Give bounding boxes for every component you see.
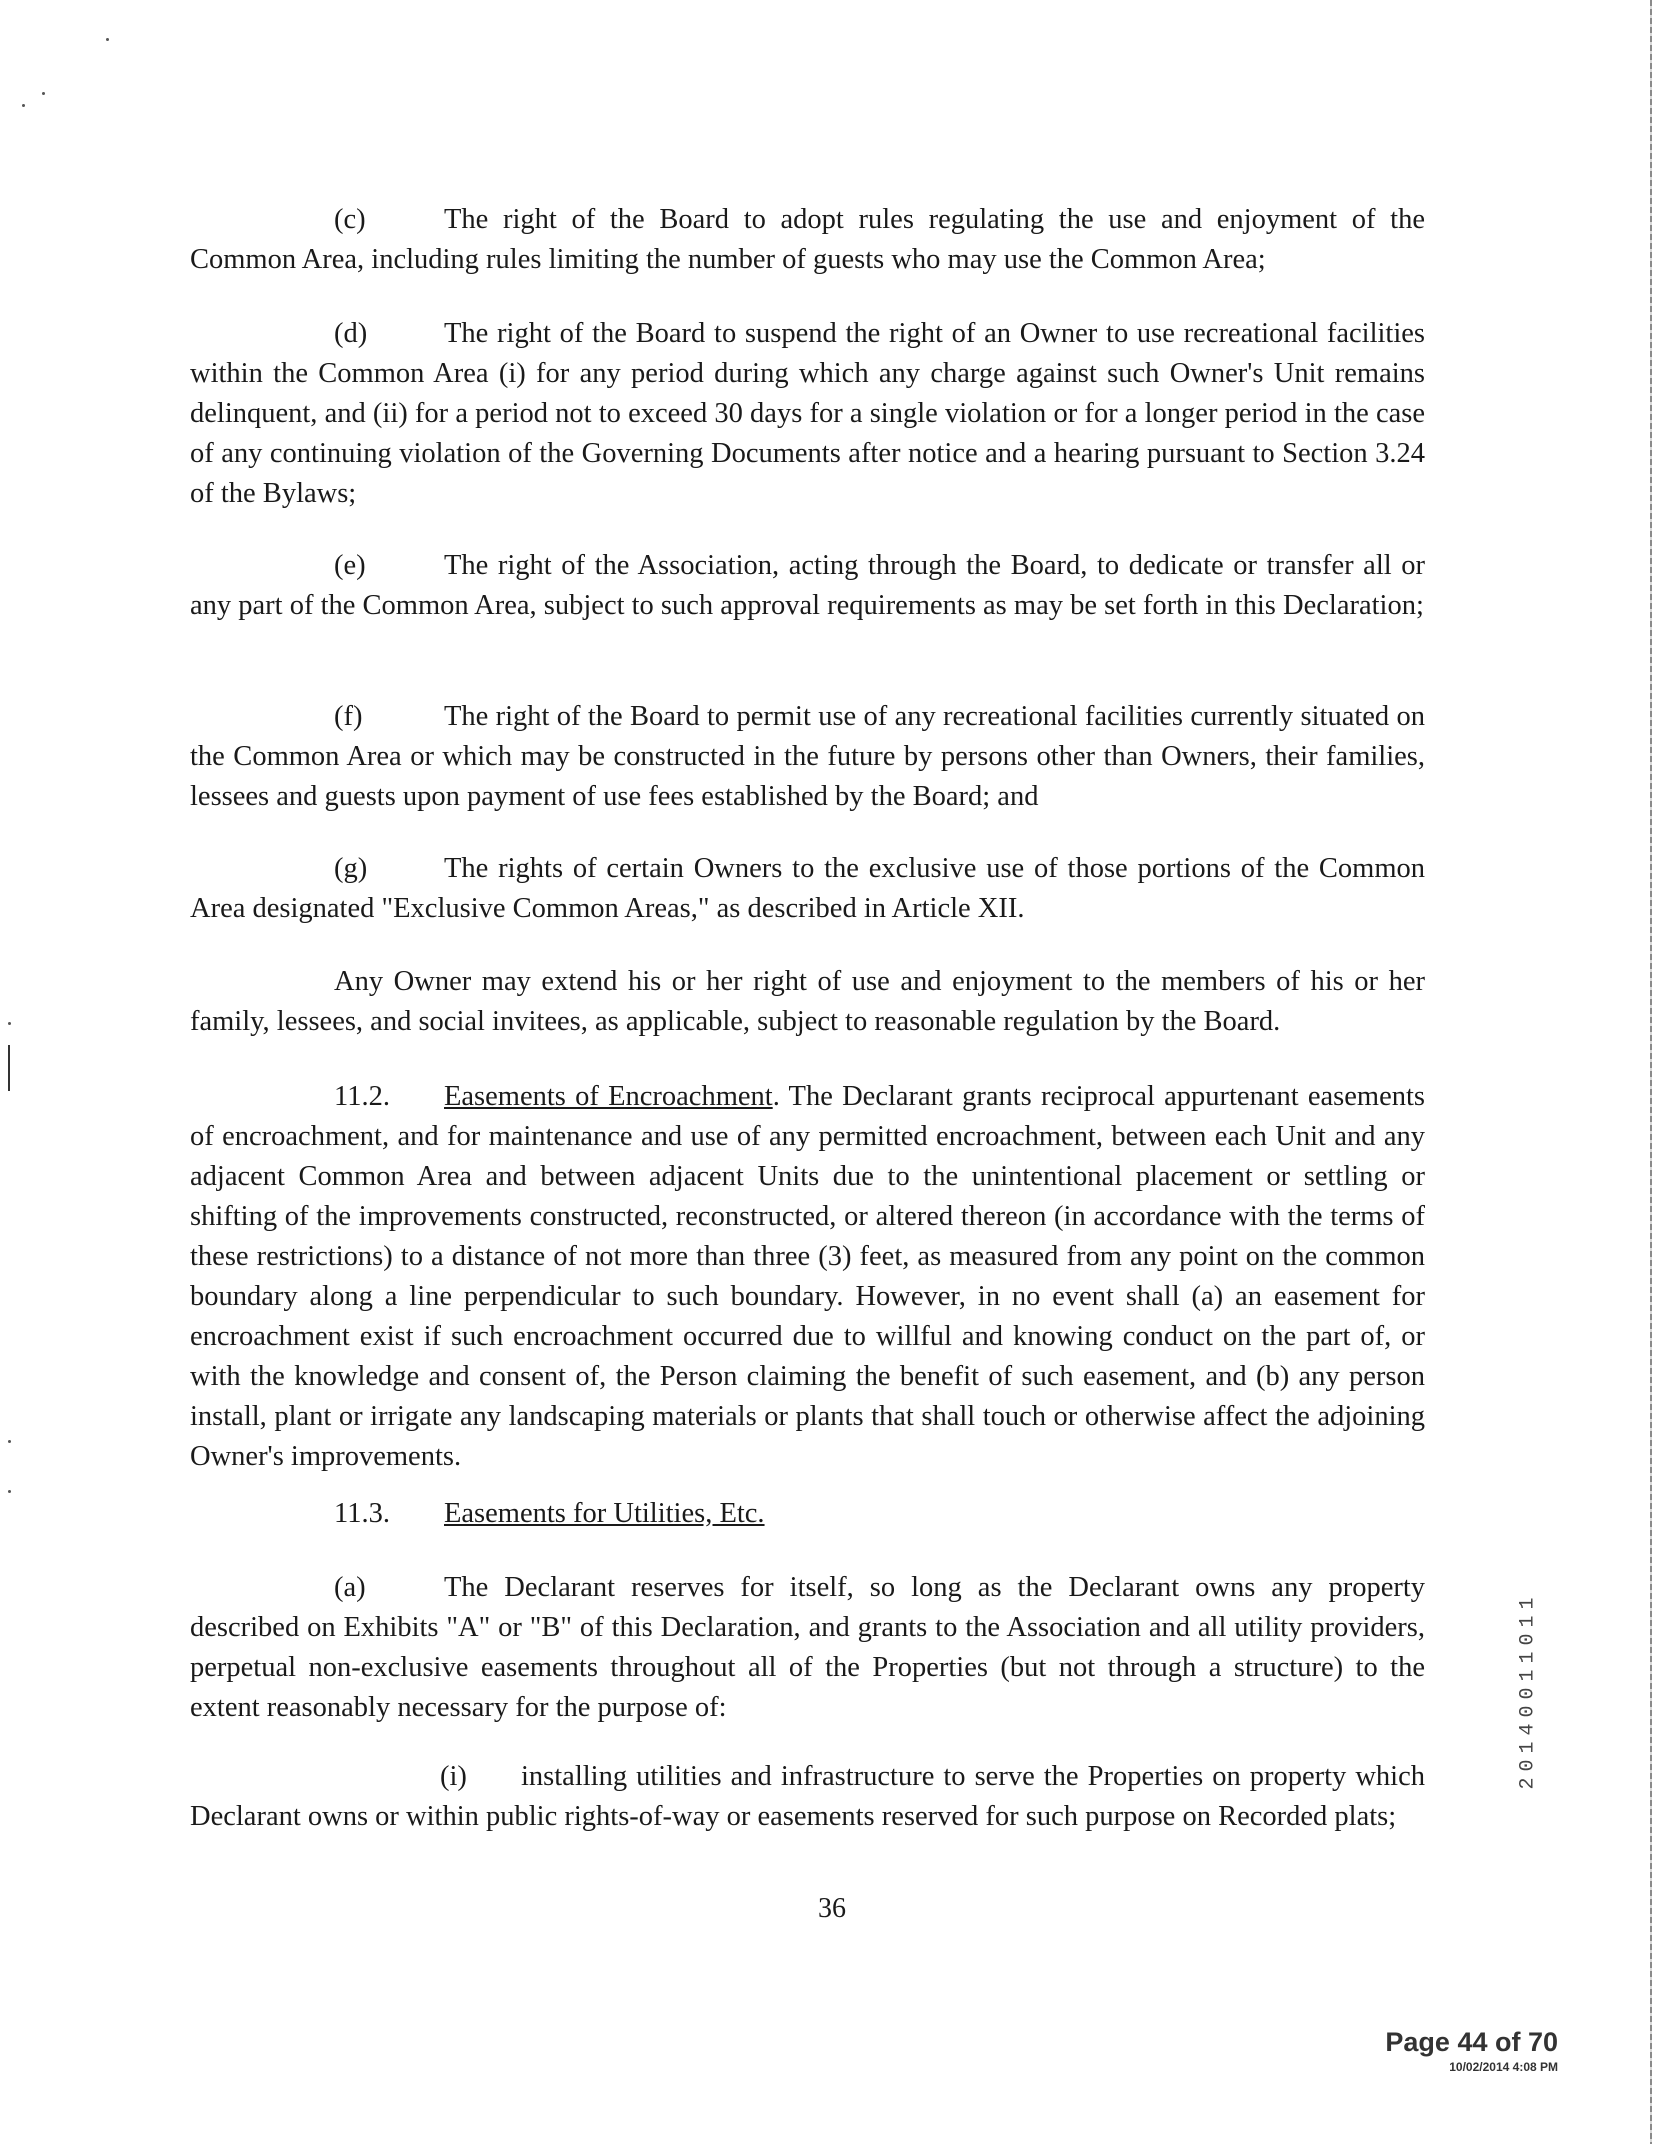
scan-speck	[8, 1022, 11, 1025]
scan-speck	[8, 1490, 11, 1493]
recording-number: 20140011011	[1516, 1590, 1540, 1790]
scan-mark	[8, 1045, 10, 1091]
paragraph-any-owner: Any Owner may extend his or her right of use and enjoyment to the members of his or her family, lessees, and social invitees, as applicable, subject to reasonable regulation by the Board.	[190, 966, 1425, 1037]
page-stamp: Page 44 of 70	[1385, 2027, 1558, 2057]
scan-edge	[1650, 0, 1652, 2144]
page-stamp-datetime: 10/02/2014 4:08 PM	[1449, 2060, 1558, 2074]
paragraph-i: (i) installing utilities and infrastructure to serve the Properties on property which Declarant owns or within public rights-of-way or easements reserved for such purpose on Recorded plats;	[190, 1761, 1425, 1832]
page-number: 36	[818, 1893, 846, 1924]
paragraph-f: (f) The right of the Board to permit use of any recreational facilities currently situated on the Common Area or which may be constructed in the future by persons other than Owners, their families, lessees and guests upon payment of use fees established by the Board; and	[190, 701, 1425, 812]
section-heading: Easements of Encroachment	[444, 1081, 773, 1112]
paragraph-g: (g) The rights of certain Owners to the exclusive use of those portions of the Common Area designated "Exclusive Common Areas," as described in Article XII.	[190, 853, 1425, 924]
paragraph-d: (d) The right of the Board to suspend the right of an Owner to use recreational facilities within the Common Area (i) for any period during which any charge against such Owner's Unit remains delinquent, and (ii) for a period not to exceed 30 days for a single violation or for a longer period in the case of any continuing violation of the Governing Documents after notice and a hearing pursuant to Section 3.24 of the Bylaws;	[190, 318, 1425, 509]
scan-speck	[106, 38, 109, 41]
section-heading: Easements for Utilities, Etc.	[444, 1498, 765, 1529]
scan-speck	[8, 1440, 11, 1443]
section-11-3: 11.3. Easements for Utilities, Etc.	[334, 1498, 765, 1529]
scan-speck	[22, 104, 25, 107]
scan-speck	[42, 92, 45, 95]
paragraph-c: (c) The right of the Board to adopt rules regulating the use and enjoyment of the Common Area, including rules limiting the number of guests who may use the Common Area;	[190, 204, 1425, 275]
paragraph-a: (a) The Declarant reserves for itself, so long as the Declarant owns any property described on Exhibits "A" or "B" of this Declaration, and grants to the Association and all utility providers, perpetual non-exclusive easements throughout all of the Properties (but not through a structure) to the extent reasonably necessary for the purpose of:	[190, 1572, 1425, 1723]
section-11-2: 11.2. Easements of Encroachment. The Declarant grants reciprocal appurtenant easements of encroachment, and for maintenance and use of any permitted encroachment, between each Unit and any adjacent Common Area and between adjacent Units due to the unintentional placement or settling or shifting of the improvements constructed, reconstructed, or altered thereon (in accordance with the terms of these restrictions) to a distance of not more than three (3) feet, as measured from any point on the common boundary along a line perpendicular to such boundary. However, in no event shall (a) an easement for encroachment exist if such encroachment occurred due to willful and knowing conduct on the part of, or with the knowledge and consent of, the Person claiming the benefit of such easement, and (b) any person install, plant or irrigate any landscaping materials or plants that shall touch or otherwise affect the adjoining Owner's improvements.	[190, 1081, 1426, 1472]
paragraph-e: (e) The right of the Association, acting through the Board, to dedicate or transfer all or any part of the Common Area, subject to such approval requirements as may be set forth in this Declaration;	[190, 550, 1425, 621]
